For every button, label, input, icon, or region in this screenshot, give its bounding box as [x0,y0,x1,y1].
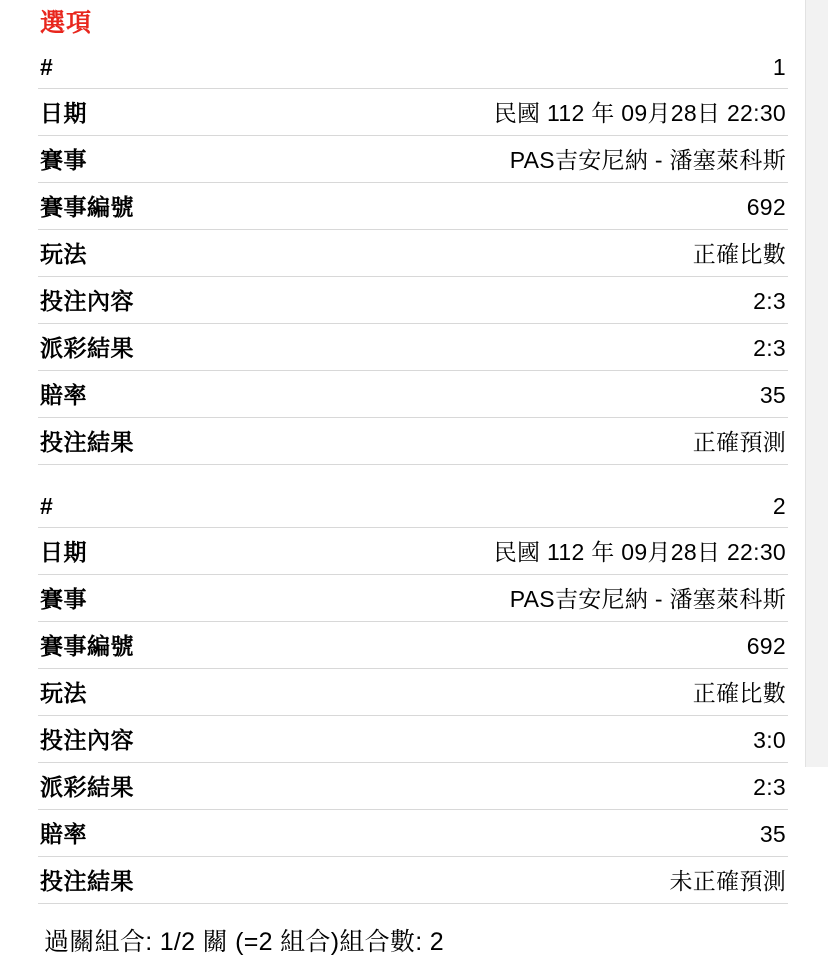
row-label-payout-result: 派彩結果 [40,774,134,800]
row-odds [38,371,788,418]
combination-summary: 過關組合: 1/2 關 (=2 組合)組合數: 2 [44,928,444,956]
row-match [38,575,788,622]
row-label-date: 日期 [40,539,87,565]
row-label-bet-result: 投注結果 [40,429,134,455]
row-label-match-no: 賽事編號 [40,633,134,659]
row-play-type [38,669,788,716]
row-label-odds: 賠率 [40,382,87,408]
row-value-index: 1 [772,54,786,80]
row-label-play-type: 玩法 [40,241,87,267]
row-label-odds: 賠率 [40,821,87,847]
row-label-payout-result: 派彩結果 [40,335,134,361]
row-value-index: 2 [772,493,786,519]
row-match-no [38,183,788,230]
row-label-bet-content: 投注內容 [40,727,134,753]
row-label-index: # [40,493,54,519]
row-match-no [38,622,788,669]
row-value-play-type: 正確比數 [692,241,786,267]
row-label-match: 賽事 [40,586,87,612]
bet-entry-2 [38,487,788,904]
row-bet-content [38,716,788,763]
row-value-bet-content: 2:3 [753,288,786,314]
row-value-match-no: 692 [746,633,786,659]
row-label-play-type: 玩法 [40,680,87,706]
row-payout-result [38,324,788,371]
row-label-bet-content: 投注內容 [40,288,134,314]
row-value-match-no: 692 [746,194,786,220]
row-payout-result [38,763,788,810]
row-bet-content [38,277,788,324]
row-label-index: # [40,54,54,80]
row-date [38,528,788,575]
row-value-bet-content: 3:0 [753,727,786,753]
row-index [38,487,788,528]
row-value-bet-result: 正確預測 [692,429,786,455]
row-value-play-type: 正確比數 [692,680,786,706]
bet-entry-1 [38,48,788,465]
page-title: 選項 [40,9,93,37]
row-index [38,48,788,89]
row-value-payout-result: 2:3 [753,774,786,800]
row-label-bet-result: 投注結果 [40,868,134,894]
row-value-date: 民國 112 年 09月28日 22:30 [493,100,786,126]
row-value-bet-result: 未正確預測 [669,868,786,894]
row-odds [38,810,788,857]
scrollbar-track[interactable] [805,0,828,767]
row-match [38,136,788,183]
row-bet-result [38,857,788,904]
row-play-type [38,230,788,277]
row-value-match: PAS吉安尼納 - 潘塞萊科斯 [509,586,786,612]
row-label-date: 日期 [40,100,87,126]
row-value-match: PAS吉安尼納 - 潘塞萊科斯 [509,147,786,173]
row-date [38,89,788,136]
row-bet-result [38,418,788,465]
row-value-payout-result: 2:3 [753,335,786,361]
row-label-match-no: 賽事編號 [40,194,134,220]
row-value-odds: 35 [759,821,786,847]
row-label-match: 賽事 [40,147,87,173]
row-value-date: 民國 112 年 09月28日 22:30 [493,539,786,565]
row-value-odds: 35 [759,382,786,408]
